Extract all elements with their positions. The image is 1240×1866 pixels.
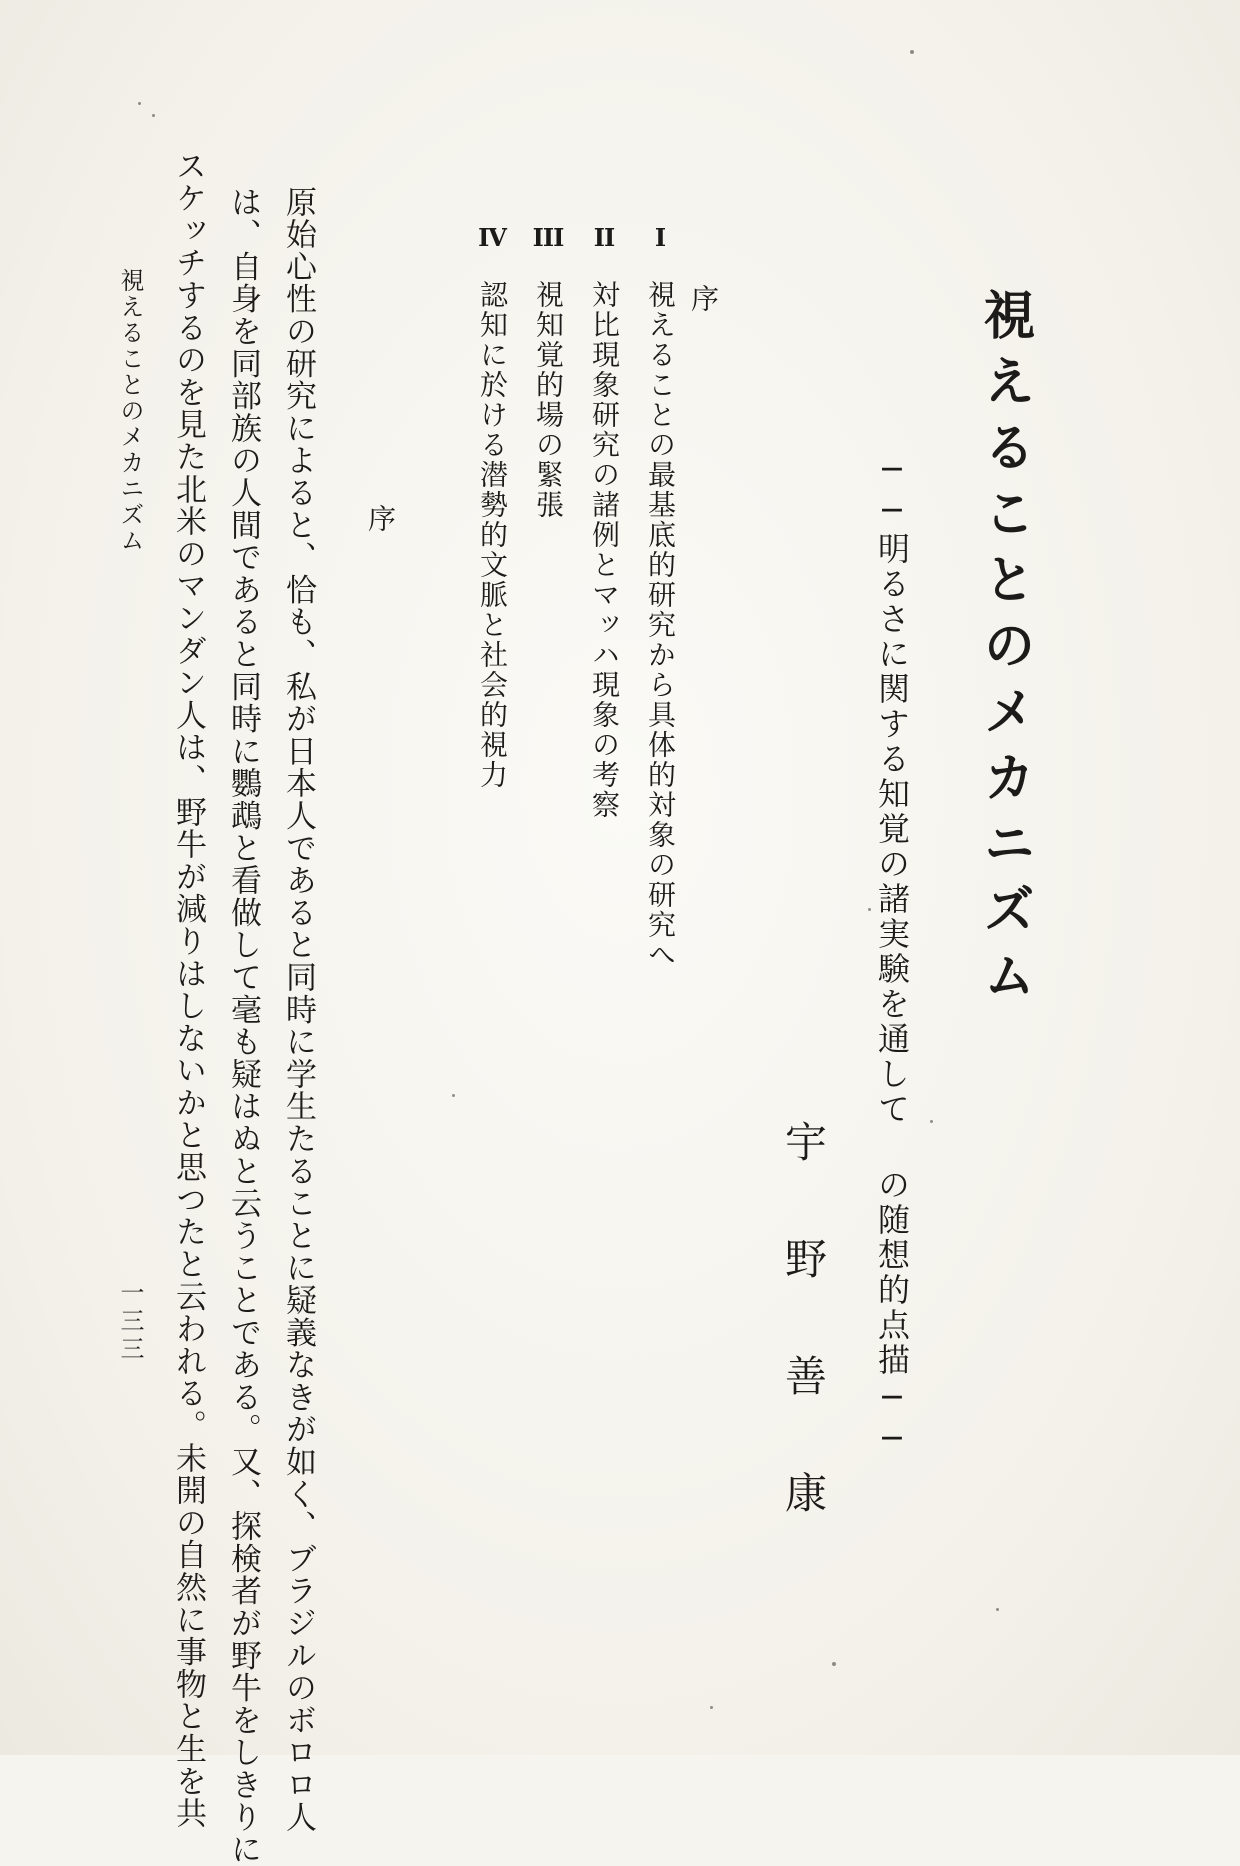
toc-heading: 序 — [687, 284, 720, 312]
scan-speck — [710, 1706, 713, 1709]
toc-item-1 — [640, 223, 680, 970]
toc-item-text: 対比現象研究の諸例とマッハ現象の考察 — [588, 280, 621, 820]
toc-numeral: I — [654, 223, 666, 252]
running-head: 視えることのメカニズム — [116, 268, 144, 554]
body-line-2: は、自身を同部族の人間であると同時に鸚鵡と看做して毫も疑はぬと云うことである。又、探検者が野牛をしきりに — [225, 186, 261, 1866]
body-line-1: 原始心性の研究によると、恰も、私が日本人であると同時に学生たることに疑義なきが如く、ブラジルのボロロ人 — [280, 186, 316, 1834]
toc-item-text: 視えることの最基底的研究から具体的対象の研究へ — [644, 280, 677, 970]
scan-speck — [930, 1120, 933, 1123]
page-title: 視えることのメカニズム — [974, 288, 1035, 1014]
scan-speck — [996, 1608, 999, 1611]
scan-speck — [452, 1094, 455, 1097]
scan-speck — [832, 1662, 836, 1666]
scan-speck — [138, 102, 141, 105]
toc-item-2 — [584, 223, 624, 820]
toc-numeral: IV — [478, 223, 506, 252]
toc-numeral: III — [532, 223, 564, 252]
toc-item-text: 視知覚的場の緊張 — [532, 280, 565, 520]
page-subtitle: ──明るさに関する知覚の諸実験を通して の随想的点描── — [873, 450, 911, 1460]
scan-speck — [910, 50, 914, 54]
scan-speck — [868, 908, 871, 911]
toc-item-text: 認知に於ける潜勢的文脈と社会的視力 — [476, 280, 509, 790]
scan-speck — [152, 114, 155, 117]
page-number: 一三三 — [116, 1280, 144, 1364]
toc-item-3 — [528, 223, 568, 520]
body-line-3: スケッチするのを見た北米のマンダン人は、野牛が減りはしないかと思つたと云われる。未開の自然に事物と生を共 — [170, 150, 206, 1830]
author-name: 宇野善康 — [779, 1120, 828, 1588]
section-heading: 序 — [364, 504, 397, 532]
toc-item-4 — [472, 223, 512, 790]
toc-numeral: II — [593, 223, 615, 252]
